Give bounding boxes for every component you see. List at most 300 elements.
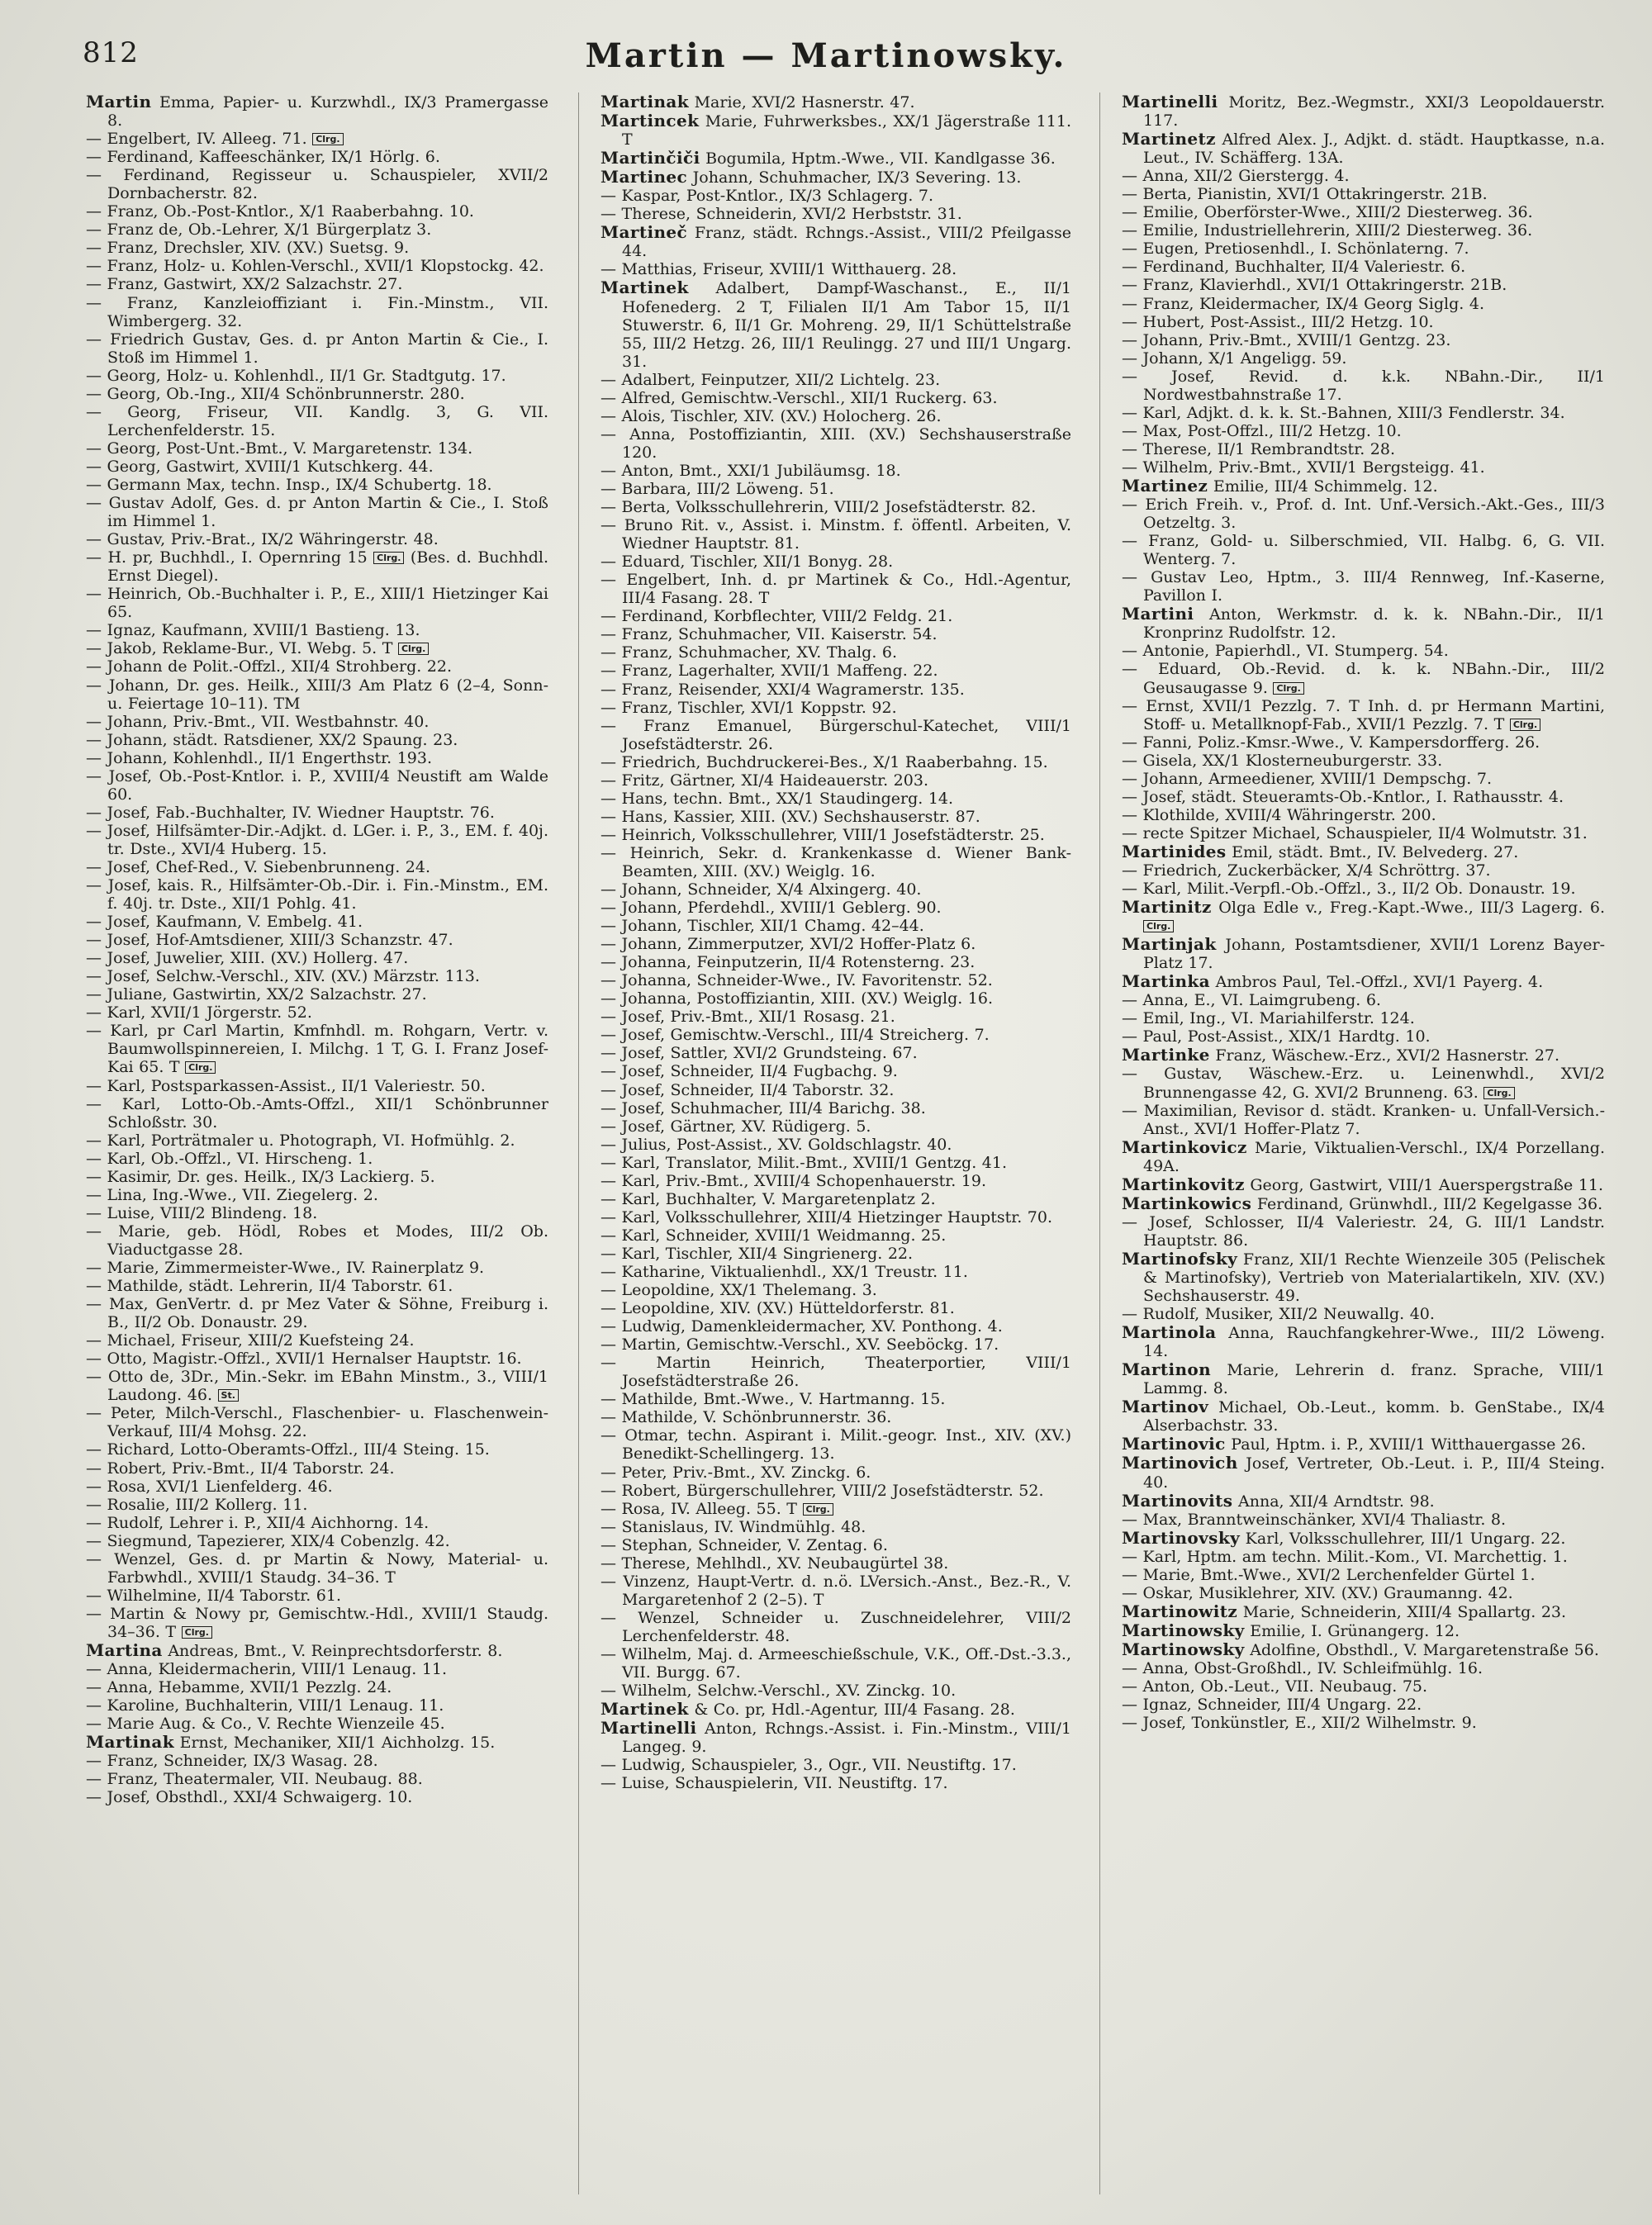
directory-entry <box>601 1281 1071 1299</box>
entry-surname: Martinak <box>601 93 690 111</box>
directory-entry <box>601 187 1071 205</box>
directory-entry <box>86 330 548 367</box>
entry-text: — Berta, Volksschullehrerin, VIII/2 Josefstädterstr. 82. <box>601 498 1037 517</box>
entry-text: — Gustav Adolf, Ges. d. pr Anton Martin & Cie., I. Stoß im Himmel 1. <box>86 494 548 531</box>
entry-text: — Germann Max, techn. Insp., IX/4 Schubertg. 18. <box>86 475 492 494</box>
entry-text: Anton, Rchngs.-Assist. i. Fin.-Minstm., VIII/1 Langeg. 9. <box>622 1720 1071 1757</box>
directory-entry <box>86 1331 548 1350</box>
entry-text: — Heinrich, Sekr. d. Krankenkasse d. Wiener Bank-Beamten, XIII. (XV.) Weiglg. 16. <box>601 843 1071 880</box>
entry-text: — Fanni, Poliz.-Kmsr.-Wwe., V. Kampersdorfferg. 26. <box>1122 733 1540 752</box>
directory-entry <box>1122 842 1605 861</box>
entry-text: — Ferdinand, Buchhalter, II/4 Valeriestr. 6. <box>1122 258 1466 277</box>
entry-text: — Josef, Schuhmacher, III/4 Barichg. 38. <box>601 1098 926 1117</box>
entry-text: — Johann, X/1 Angeligg. 59. <box>1122 349 1347 368</box>
entry-text: — Franz, Theatermaler, VII. Neubaug. 88. <box>86 1770 423 1789</box>
entry-text: — Friedrich Gustav, Ges. d. pr Anton Martin & Cie., I. Stoß im Himmel 1. <box>86 330 548 367</box>
directory-entry <box>1122 752 1605 770</box>
directory-entry <box>1122 130 1605 167</box>
entry-text: Franz, XII/1 Rechte Wienzeile 305 (Pelischek & Martinofsky), Vertrieb von Materialartikeln, XIV. (XV.) Sechshauserstr. 49. <box>1143 1250 1605 1306</box>
directory-entry <box>601 223 1071 260</box>
directory-entry <box>86 367 548 385</box>
entry-text: — Franz, Gastwirt, XX/2 Salzachstr. 27. <box>86 275 403 294</box>
directory-entry <box>86 1186 548 1204</box>
entry-surname: Martinek <box>601 278 689 298</box>
entry-text: — Karl, Ob.-Offzl., VI. Hirscheng. 1. <box>86 1149 373 1168</box>
entry-text: — Johann, Tischler, XII/1 Chamg. 42–44. <box>601 917 924 936</box>
entry-text: — Paul, Post-Assist., XIX/1 Hardtg. 10. <box>1122 1027 1431 1046</box>
directory-entry <box>86 1168 548 1186</box>
directory-entry <box>86 476 548 494</box>
directory-entry <box>601 1682 1071 1700</box>
entry-text: — Karl, pr Carl Martin, Kmfnhdl. m. Rohgarn, Vertr. v. Baumwollspinnereien, I. Milchg. 1 T, G. I. Franz Josef-Kai 65. T <box>86 1022 548 1077</box>
entry-text: — Martin Heinrich, Theaterportier, VIII/1 Josefstädterstraße 26. <box>601 1354 1071 1391</box>
directory-entry <box>1122 276 1605 294</box>
directory-entry <box>601 1426 1071 1463</box>
entry-text: — Josef, städt. Steueramts-Ob.-Kntlor., I. Rathausstr. 4. <box>1122 787 1564 806</box>
directory-entry <box>86 202 548 221</box>
entry-badge: Clrg. <box>398 643 429 655</box>
directory-entry <box>601 1208 1071 1226</box>
directory-entry <box>601 1554 1071 1573</box>
directory-entry <box>601 1609 1071 1645</box>
directory-entry <box>86 1678 548 1696</box>
entry-text: — Hubert, Post-Assist., III/2 Hetzg. 10. <box>1122 312 1434 331</box>
entry-badge: Clrg. <box>312 133 343 145</box>
entry-surname: Martinkovitz <box>1122 1174 1245 1194</box>
entry-text: — Anna, Kleidermacherin, VIII/1 Lenaug. 11. <box>86 1660 448 1679</box>
directory-entry <box>601 935 1071 953</box>
entry-text: — Eugen, Pretiosenhdl., I. Schönlaterng. 7. <box>1122 240 1469 259</box>
entry-text: — Josef, Schlosser, II/4 Valeriestr. 24, G. III/1 Landstr. Hauptstr. 86. <box>1122 1212 1605 1250</box>
directory-entry <box>601 1573 1071 1609</box>
directory-entry <box>1122 1454 1605 1491</box>
directory-entry <box>601 205 1071 223</box>
entry-text: — Johanna, Feinputzerin, II/4 Rotensterng. 23. <box>601 953 976 972</box>
directory-entry <box>86 804 548 822</box>
directory-entry <box>601 425 1071 462</box>
entry-text: — Johann, Dr. ges. Heilk., XIII/3 Am Platz 6 (2–4, Sonn- u. Feiertage 10–11). TM <box>86 676 548 713</box>
directory-entry <box>1122 935 1605 972</box>
directory-entry <box>86 1368 548 1404</box>
directory-entry <box>1122 824 1605 842</box>
directory-column-1 <box>86 93 548 2203</box>
directory-entry <box>86 130 548 148</box>
entry-text: — Marie, Zimmermeister-Wwe., IV. Rainerplatz 9. <box>86 1259 485 1277</box>
directory-entry <box>86 1478 548 1496</box>
directory-entry <box>86 548 548 585</box>
entry-surname: Martinowsky <box>1122 1620 1245 1640</box>
entry-text: — Adalbert, Feinputzer, XII/2 Lichtelg. 23. <box>601 370 941 389</box>
directory-entry <box>1122 770 1605 788</box>
entry-text: — Luise, VIII/2 Blindeng. 18. <box>86 1203 318 1222</box>
entry-text: — Robert, Bürgerschullehrer, VIII/2 Josefstädterstr. 52. <box>601 1481 1044 1500</box>
entry-text: — Georg, Holz- u. Kohlenhdl., II/1 Gr. Stadtgutg. 17. <box>86 366 506 385</box>
directory-entry <box>1122 1548 1605 1566</box>
directory-entry <box>1122 605 1605 642</box>
entry-badge: Clrg. <box>1483 1087 1514 1099</box>
entry-text: — Martin & Nowy pr, Gemischtw.-Hdl., XVIII/1 Staudg. 34–36. T <box>86 1604 548 1641</box>
entry-text: — Alfred, Gemischtw.-Verschl., XII/1 Ruckerg. 63. <box>601 388 998 407</box>
entry-text: Franz, Wäschew.-Erz., XVI/2 Hasnerstr. 27. <box>1215 1046 1560 1065</box>
entry-text: — Franz de, Ob.-Lehrer, X/1 Bürgerplatz 3. <box>86 221 432 240</box>
entry-text: — Georg, Gastwirt, XVIII/1 Kutschkerg. 44. <box>86 457 434 476</box>
entry-badge: St. <box>218 1389 239 1402</box>
entry-text: — Lina, Ing.-Wwe., VII. Ziegelerg. 2. <box>86 1185 378 1204</box>
entry-text: — Anna, Hebamme, XVII/1 Pezzlg. 24. <box>86 1678 392 1697</box>
entry-text: Olga Edle v., Freg.-Kapt.-Wwe., III/3 Lagerg. 6. <box>1218 899 1605 918</box>
directory-entry <box>86 385 548 403</box>
directory-entry <box>601 93 1071 111</box>
entry-text: — Luise, Schauspielerin, VII. Neustiftg. 17. <box>601 1774 948 1793</box>
directory-entry <box>86 1277 548 1295</box>
entry-text: — recte Spitzer Michael, Schauspieler, II/4 Wolmutstr. 31. <box>1122 823 1588 842</box>
entry-text: — Ludwig, Schauspieler, 3., Ogr., VII. Neustiftg. 17. <box>601 1756 1017 1775</box>
directory-entry <box>86 403 548 439</box>
entry-text: — Siegmund, Tapezierer, XIX/4 Cobenzlg. 42. <box>86 1531 450 1550</box>
entry-badge: Clrg. <box>182 1626 212 1639</box>
entry-surname: Martinowitz <box>1122 1601 1238 1621</box>
directory-entry <box>86 949 548 967</box>
entry-text: — Otmar, techn. Aspirant i. Milit.-geogr. Inst., XIV. (XV.) Benedikt-Schellingerg. 13. <box>601 1426 1071 1464</box>
directory-entry <box>601 826 1071 844</box>
entry-surname: Martinelli <box>1122 93 1218 111</box>
directory-entry <box>1122 404 1605 422</box>
entry-text: — Josef, Kaufmann, V. Embelg. 41. <box>86 913 363 932</box>
entry-text: — Klothilde, XVIII/4 Währingerstr. 200. <box>1122 805 1436 824</box>
directory-entry <box>86 1150 548 1168</box>
directory-entry <box>1122 258 1605 276</box>
directory-entry <box>1122 496 1605 532</box>
directory-entry <box>1122 1602 1605 1621</box>
entry-text: — Wilhelmine, II/4 Taborstr. 61. <box>86 1586 342 1605</box>
entry-text: — Rudolf, Musiker, XII/2 Neuwallg. 40. <box>1122 1305 1435 1324</box>
column-divider <box>1099 93 1100 2194</box>
entry-text: — Vinzenz, Haupt-Vertr. d. n.ö. LVersich.-Anst., Bez.-R., V. Margaretenhof 2 (2–5). T <box>601 1572 1071 1609</box>
entry-text: — Josef, Schneider, II/4 Fugbachg. 9. <box>601 1062 898 1081</box>
directory-entry <box>1122 1566 1605 1584</box>
entry-text: — Marie, geb. Hödl, Robes et Modes, III/2 Ob. Viaductgasse 28. <box>86 1222 548 1259</box>
directory-entry <box>601 625 1071 643</box>
directory-entry <box>601 1464 1071 1482</box>
entry-text: — Karl, Porträtmaler u. Photograph, VI. Hofmühlg. 2. <box>86 1131 515 1150</box>
entry-text: — Karl, Postsparkassen-Assist., II/1 Valeriestr. 50. <box>86 1076 486 1095</box>
directory-entry <box>1122 203 1605 221</box>
directory-entry <box>601 808 1071 826</box>
directory-entry <box>1122 313 1605 331</box>
entry-text: — Therese, II/1 Rembrandtstr. 28. <box>1122 439 1395 458</box>
column-divider <box>578 93 579 2194</box>
entry-text: — Mathilde, städt. Lehrerin, II/4 Taborstr. 61. <box>86 1277 453 1296</box>
entry-text: — Gisela, XX/1 Klosterneuburgerstr. 33. <box>1122 751 1443 770</box>
directory-entry <box>86 1788 548 1806</box>
entry-text: — Franz, Schneider, IX/3 Wasag. 28. <box>86 1752 378 1771</box>
entry-text: — Therese, Schneiderin, XVI/2 Herbststr. 31. <box>601 205 962 224</box>
entry-text: — Julius, Post-Assist., XV. Goldschlagstr. 40. <box>601 1135 952 1154</box>
directory-entry <box>86 1733 548 1752</box>
entry-surname: Martinelli <box>601 1718 697 1739</box>
entry-text: — Josef, Gärtner, XV. Rüdigerg. 5. <box>601 1117 871 1136</box>
entry-text: — Ferdinand, Regisseur u. Schauspieler, XVII/2 Dornbacherstr. 82. <box>86 166 548 203</box>
directory-entry <box>1122 1696 1605 1714</box>
entry-surname: Martinec <box>601 167 688 187</box>
directory-entry <box>601 753 1071 771</box>
directory-entry <box>601 899 1071 917</box>
directory-entry <box>601 1226 1071 1245</box>
directory-entry <box>1122 295 1605 313</box>
entry-text: — Anton, Bmt., XXI/1 Jubiläumsg. 18. <box>601 461 901 480</box>
entry-surname: Martinov <box>1122 1397 1209 1417</box>
directory-entry <box>86 166 548 202</box>
entry-text: — Ferdinand, Korbflechter, VIII/2 Feldg. 21. <box>601 607 953 626</box>
entry-text: — Karoline, Buchhalterin, VIII/1 Lenaug. 11. <box>86 1696 444 1715</box>
directory-entry <box>1122 1677 1605 1696</box>
entry-text: — Mathilde, V. Schönbrunnerstr. 36. <box>601 1408 892 1427</box>
directory-entry <box>601 553 1071 571</box>
entry-text: Andreas, Bmt., V. Reinprechtsdorferstr. 8. <box>168 1641 503 1660</box>
entry-text: — Georg, Post-Unt.-Bmt., V. Margaretenstr. 134. <box>86 439 473 458</box>
entry-text: — Rosa, IV. Alleeg. 55. T <box>601 1499 797 1518</box>
entry-surname: Martina <box>86 1639 163 1660</box>
directory-entry <box>86 967 548 985</box>
entry-text: Ferdinand, Grünwhdl., III/2 Kegelgasse 36. <box>1256 1194 1603 1213</box>
entry-text: — Martin, Gemischtw.-Verschl., XV. Seeböckg. 17. <box>601 1335 999 1354</box>
entry-surname: Martinez <box>1122 475 1208 496</box>
entry-text: — Karl, Priv.-Bmt., XVIII/4 Schopenhauerstr. 19. <box>601 1171 986 1190</box>
directory-entry <box>1122 1323 1605 1360</box>
entry-text: — Gustav, Priv.-Brat., IX/2 Währingerstr. 48. <box>86 530 439 549</box>
directory-entry <box>86 822 548 858</box>
entry-text: — Friedrich, Zuckerbäcker, X/4 Schröttrg. 37. <box>1122 861 1491 880</box>
entry-surname: Martinovits <box>1122 1490 1233 1511</box>
directory-entry <box>86 1022 548 1076</box>
directory-entry <box>601 462 1071 480</box>
entry-text: — Emilie, Oberförster-Wwe., XIII/2 Diesterweg. 36. <box>1122 203 1533 222</box>
entry-badge: Clrg. <box>373 552 404 564</box>
directory-entry <box>1122 368 1605 404</box>
directory-column-2 <box>601 93 1071 2203</box>
entry-text: — Emil, Ing., VI. Mariahilferstr. 124. <box>1122 1009 1415 1028</box>
directory-entry <box>1122 1213 1605 1250</box>
entry-text: — Johann, Schneider, X/4 Alxingerg. 40. <box>601 880 922 899</box>
entry-text: — Ignaz, Schneider, III/4 Ungarg. 22. <box>1122 1696 1422 1715</box>
directory-entry <box>1122 1360 1605 1397</box>
entry-text: — Katharine, Viktualienhdl., XX/1 Treustr. 11. <box>601 1263 968 1281</box>
directory-entry <box>1122 458 1605 477</box>
entry-text: — Bruno Rit. v., Assist. i. Minstm. f. öffentl. Arbeiten, V. Wiedner Hauptstr. 81. <box>601 516 1071 553</box>
entry-text: Bogumila, Hptm.-Wwe., VII. Kandlgasse 36. <box>705 149 1056 168</box>
page-number: 812 <box>83 36 139 69</box>
entry-text: — Wilhelm, Selchw.-Verschl., XV. Zinckg. 10. <box>601 1682 957 1701</box>
entry-text: — Franz, Kanzleioffiziant i. Fin.-Minstm., VII. Wimbergerg. 32. <box>86 293 548 330</box>
entry-text: — Franz Emanuel, Bürgerschul-Katechet, VIII/1 Josefstädterstr. 26. <box>601 716 1071 753</box>
entry-text: Karl, Volksschullehrer, III/1 Ungarg. 22. <box>1245 1529 1566 1548</box>
entry-text: — Franz, Holz- u. Kohlen-Verschl., XVII/1 Klopstockg. 42. <box>86 257 544 276</box>
directory-entry <box>601 1062 1071 1080</box>
entry-badge: Clrg. <box>803 1503 833 1516</box>
directory-entry <box>601 571 1071 607</box>
entry-text: — Karl, Translator, Milit.-Bmt., XVIII/1 Gentzg. 41. <box>601 1153 1007 1172</box>
entry-surname: Martinon <box>1122 1359 1212 1380</box>
directory-entry <box>86 931 548 949</box>
directory-entry <box>601 1136 1071 1154</box>
directory-entry <box>601 498 1071 516</box>
directory-entry <box>86 1350 548 1368</box>
entry-text: — Otto, Magistr.-Offzl., XVII/1 Hernalser Hauptstr. 16. <box>86 1350 522 1369</box>
entry-text: — Engelbert, Inh. d. pr Martinek & Co., Hdl.-Agentur, III/4 Fasang. 28. T <box>601 571 1071 608</box>
directory-entry <box>1122 972 1605 991</box>
directory-entry <box>86 1259 548 1277</box>
entry-text: — Eduard, Tischler, XII/1 Bonyg. 28. <box>601 553 894 572</box>
entry-text: — Anna, XII/2 Gierstergg. 4. <box>1122 167 1350 186</box>
directory-entry <box>86 858 548 876</box>
entry-text: Emma, Papier- u. Kurzwhdl., IX/3 Pramergasse 8. <box>107 93 548 130</box>
directory-entry <box>601 953 1071 971</box>
entry-text: — Karl, Lotto-Ob.-Amts-Offzl., XII/1 Schönbrunner Schloßstr. 30. <box>86 1094 548 1131</box>
directory-entry <box>86 1440 548 1459</box>
entry-text: — Max, Branntweinschänker, XVI/4 Thaliastr. 8. <box>1122 1510 1507 1529</box>
directory-entry <box>1122 1659 1605 1677</box>
directory-entry <box>1122 185 1605 203</box>
directory-entry <box>601 1700 1071 1719</box>
entry-text: — Gustav Leo, Hptm., 3. III/4 Rennweg, Inf.-Kaserne, Pavillon I. <box>1122 568 1605 605</box>
directory-entry <box>86 1077 548 1095</box>
directory-entry <box>601 917 1071 935</box>
entry-text: — Josef, Hof-Amtsdiener, XIII/3 Schanzstr. 47. <box>86 931 453 950</box>
directory-entry <box>86 1587 548 1605</box>
directory-entry <box>601 371 1071 389</box>
directory-entry <box>601 1354 1071 1390</box>
directory-entry <box>1122 93 1605 130</box>
directory-entry <box>1122 788 1605 806</box>
entry-text: Marie, Viktualien-Verschl., IX/4 Porzellang. 49A. <box>1143 1138 1605 1175</box>
entry-text: — Johann, städt. Ratsdiener, XX/2 Spaung. 23. <box>86 730 458 749</box>
entry-surname: Martinola <box>1122 1322 1217 1343</box>
entry-text: — Wenzel, Schneider u. Zuschneidelehrer, VIII/2 Lerchenfelderstr. 48. <box>601 1608 1071 1645</box>
entry-text: — Eduard, Ob.-Revid. d. k. k. NBahn.-Dir., III/2 Geusaugasse 9. <box>1122 660 1605 697</box>
directory-entry <box>86 257 548 275</box>
directory-entry <box>86 530 548 548</box>
entry-surname: Martin <box>86 93 152 111</box>
entry-text: — Ludwig, Damenkleidermacher, XV. Ponthong. 4. <box>601 1317 1003 1336</box>
directory-entry <box>86 221 548 239</box>
entry-text: — Ferdinand, Kaffeeschänker, IX/1 Hörlg. 6. <box>86 148 440 167</box>
directory-entry <box>1122 1065 1605 1101</box>
entry-text: — Georg, Ob.-Ing., XII/4 Schönbrunnerstr. 280. <box>86 384 465 403</box>
directory-entry <box>1122 660 1605 696</box>
directory-entry <box>601 771 1071 790</box>
directory-entry <box>1122 422 1605 440</box>
directory-entry <box>86 1550 548 1587</box>
entry-text: Michael, Ob.-Leut., komm. b. GenStabe., IX/4 Alserbachstr. 33. <box>1143 1398 1605 1435</box>
directory-entry <box>1122 221 1605 240</box>
directory-entry <box>1122 1397 1605 1435</box>
entry-text: — Johann de Polit.-Offzl., XII/4 Strohberg. 22. <box>86 657 453 676</box>
entry-text: — Peter, Milch-Verschl., Flaschenbier- u. Flaschenwein-Verkauf, III/4 Mohsg. 22. <box>86 1404 548 1441</box>
entry-text: — Barbara, III/2 Löweng. 51. <box>601 479 834 498</box>
entry-text: — Max, Post-Offzl., III/2 Hetzg. 10. <box>1122 421 1402 440</box>
directory-entry <box>86 621 548 639</box>
directory-column-3 <box>1122 93 1605 2203</box>
directory-entry <box>86 1003 548 1022</box>
directory-entry <box>601 971 1071 989</box>
entry-text: — Josef, Juwelier, XIII. (XV.) Hollerg. 47. <box>86 949 409 968</box>
entry-surname: Martinetz <box>1122 129 1216 149</box>
entry-text: — Johann, Priv.-Bmt., XVIII/1 Gentzg. 23. <box>1122 330 1451 349</box>
entry-text: Moritz, Bez.-Wegmstr., XXI/3 Leopoldauerstr. 117. <box>1143 93 1605 130</box>
directory-entry <box>1122 1305 1605 1323</box>
directory-entry <box>601 111 1071 149</box>
entry-text: — Wilhelm, Maj. d. Armeeschießschule, V.K., Off.-Dst.-3.3., VII. Burgg. 67. <box>601 1644 1071 1682</box>
directory-entry <box>1122 1027 1605 1046</box>
entry-text: — Karl, XVII/1 Jörgerstr. 52. <box>86 1003 312 1022</box>
entry-text: — Karl, Schneider, XVIII/1 Weidmanng. 25. <box>601 1226 947 1245</box>
directory-entry <box>1122 806 1605 824</box>
directory-entry <box>86 1295 548 1331</box>
entry-text: — Josef, Tonkünstler, E., XII/2 Wilhelmstr. 9. <box>1122 1714 1477 1733</box>
entry-text: — Franz, Gold- u. Silberschmied, VII. Halbg. 6, G. VII. Wenterg. 7. <box>1122 532 1605 569</box>
directory-entry <box>1122 349 1605 368</box>
directory-entry <box>601 1500 1071 1518</box>
directory-entry <box>86 1131 548 1150</box>
directory-entry <box>1122 991 1605 1009</box>
directory-entry <box>86 1641 548 1660</box>
directory-entry <box>86 1660 548 1678</box>
directory-entry <box>601 1299 1071 1317</box>
directory-entry <box>1122 1529 1605 1548</box>
entry-text: — Michael, Friseur, XIII/2 Kuefsteing 24. <box>86 1331 415 1350</box>
directory-entry <box>86 585 548 621</box>
entry-text: — Karl, Adjkt. d. k. k. St.-Bahnen, XIII/3 Fendlerstr. 34. <box>1122 403 1565 422</box>
entry-text: — Robert, Priv.-Bmt., II/4 Taborstr. 24. <box>86 1459 395 1478</box>
directory-entry <box>86 985 548 1003</box>
entry-text: — Marie, Bmt.-Wwe., XVI/2 Lerchenfelder Gürtel 1. <box>1122 1565 1536 1584</box>
directory-entry <box>86 657 548 676</box>
entry-text: Adolfine, Obsthdl., V. Margaretenstraße 56. <box>1250 1640 1599 1659</box>
entry-text: — Peter, Priv.-Bmt., XV. Zinckg. 6. <box>601 1463 871 1482</box>
entry-surname: Martini <box>1122 604 1194 624</box>
entry-surname: Martinka <box>1122 971 1211 992</box>
directory-entry <box>86 1715 548 1733</box>
directory-entry <box>601 662 1071 680</box>
directory-entry <box>1122 642 1605 660</box>
entry-text: — Richard, Lotto-Oberamts-Offzl., III/4 Steing. 15. <box>86 1440 490 1459</box>
entry-text: Anton, Werkmstr. d. k. k. NBahn.-Dir., II/1 Kronprinz Rudolfstr. 12. <box>1143 605 1605 643</box>
entry-text: — Berta, Pianistin, XVI/1 Ottakringerstr. 21B. <box>1122 185 1488 204</box>
entry-text: — Josef, Hilfsämter-Dir.-Adjkt. d. LGer. i. P., 3., EM. f. 40j. tr. Dste., XVI/4 Huberg. 15. <box>86 821 548 858</box>
directory-entry <box>601 790 1071 808</box>
directory-entry <box>601 1172 1071 1190</box>
directory-entry <box>86 913 548 931</box>
entry-text: Anna, Rauchfangkehrer-Wwe., III/2 Löweng. 14. <box>1143 1324 1605 1361</box>
entry-text: — Karl, Volksschullehrer, XIII/4 Hietzinger Hauptstr. 70. <box>601 1207 1053 1226</box>
entry-surname: Martineč <box>601 222 688 243</box>
directory-entry <box>601 1008 1071 1026</box>
entry-text: — Georg, Friseur, VII. Kandlg. 3, G. VII. Lerchenfelderstr. 15. <box>86 402 548 439</box>
entry-text: — Johanna, Postoffiziantin, XIII. (XV.) Weiglg. 16. <box>601 989 994 1008</box>
directory-entry <box>1122 1009 1605 1027</box>
directory-entry <box>601 681 1071 699</box>
directory-entry <box>601 1719 1071 1756</box>
entry-text: — Josef, Priv.-Bmt., XII/1 Rosasg. 21. <box>601 1008 895 1027</box>
directory-entry <box>86 639 548 657</box>
entry-text: — Franz, Klavierhdl., XVI/1 Ottakringerstr. 21B. <box>1122 276 1507 295</box>
entry-text: — H. pr, Buchhdl., I. Opernring 15 <box>86 548 368 567</box>
entry-text: Franz, städt. Rchngs.-Assist., VIII/2 Pfeilgasse 44. <box>622 224 1071 261</box>
entry-text: — Josef, Sattler, XVI/2 Grundsteing. 67. <box>601 1044 918 1063</box>
directory-entry <box>601 1154 1071 1172</box>
directory-entry <box>1122 331 1605 349</box>
entry-text: — Max, GenVertr. d. pr Mez Vater & Söhne, Freiburg i. B., II/2 Ob. Donaustr. 29. <box>86 1295 548 1332</box>
